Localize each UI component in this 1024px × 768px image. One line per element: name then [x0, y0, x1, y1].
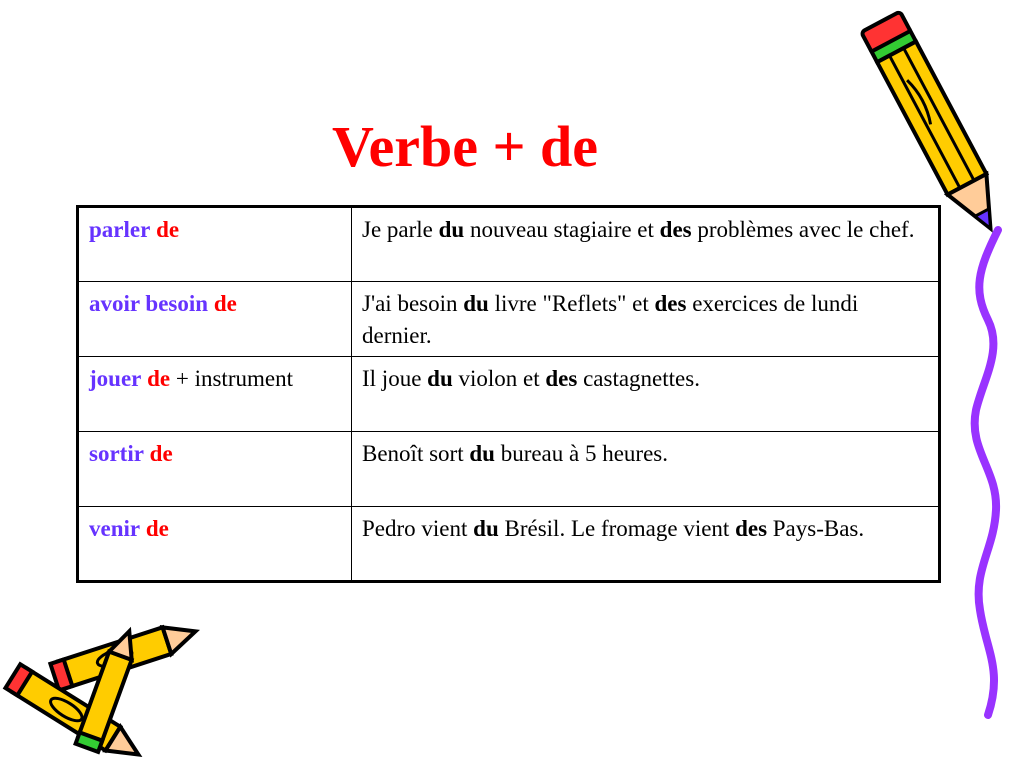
article-text: des [654, 291, 687, 316]
verb-cell [78, 507, 352, 582]
example-text: violon et [452, 366, 546, 391]
verb-text: parler [89, 217, 151, 242]
verb-cell [78, 357, 352, 432]
example-text: Brésil. Le fromage vient [498, 516, 736, 541]
example-text: problèmes avec le chef. [691, 217, 915, 242]
verb-cell [78, 282, 352, 357]
preposition-text: de [147, 366, 171, 391]
verb-table-body [78, 207, 940, 582]
article-text: des [659, 217, 692, 242]
preposition-text: de [156, 217, 180, 242]
verb-text: jouer [89, 366, 142, 391]
example-cell [352, 432, 940, 507]
preposition-text: de [149, 441, 173, 466]
example-text: Je parle [362, 217, 439, 242]
table-row [78, 432, 940, 507]
preposition-text: de [145, 516, 169, 541]
example-cell [352, 282, 940, 357]
example-text: nouveau stagiaire et [464, 217, 660, 242]
article-text: du [473, 516, 499, 541]
verb-text: venir [89, 516, 141, 541]
example-cell [352, 207, 940, 282]
verb-cell [78, 207, 352, 282]
article-text: du [438, 217, 465, 242]
example-text: livre "Reflets" et [488, 291, 655, 316]
slide-title: Verbe + de [331, 114, 599, 179]
squiggle-line [968, 230, 1018, 720]
verb-text: sortir [89, 441, 144, 466]
article-text: des [545, 366, 578, 391]
pencil-icon [860, 2, 1010, 247]
example-text: castagnettes. [577, 366, 700, 391]
table-row [78, 357, 940, 432]
example-text: J'ai besoin [362, 291, 464, 316]
example-text: Pays-Bas. [767, 516, 865, 541]
example-text: bureau à 5 heures. [494, 441, 668, 466]
article-text: des [735, 516, 768, 541]
verb-text: avoir besoin [89, 291, 209, 316]
table-row [78, 207, 940, 282]
example-cell [352, 357, 940, 432]
verb-suffix-text: + instrument [170, 366, 293, 391]
article-text: du [469, 441, 495, 466]
table-row [78, 507, 940, 582]
example-cell [352, 507, 940, 582]
example-text: Il joue [362, 366, 428, 391]
verb-cell [78, 432, 352, 507]
verb-table [76, 205, 941, 583]
example-text: exercices de lundi dernier. [362, 291, 859, 349]
crayon-icon [0, 618, 205, 763]
example-text: Benoît sort [362, 441, 470, 466]
article-text: du [427, 366, 453, 391]
table-row [78, 282, 940, 357]
preposition-text: de [213, 291, 237, 316]
article-text: du [463, 291, 489, 316]
example-text: Pedro vient [362, 516, 474, 541]
